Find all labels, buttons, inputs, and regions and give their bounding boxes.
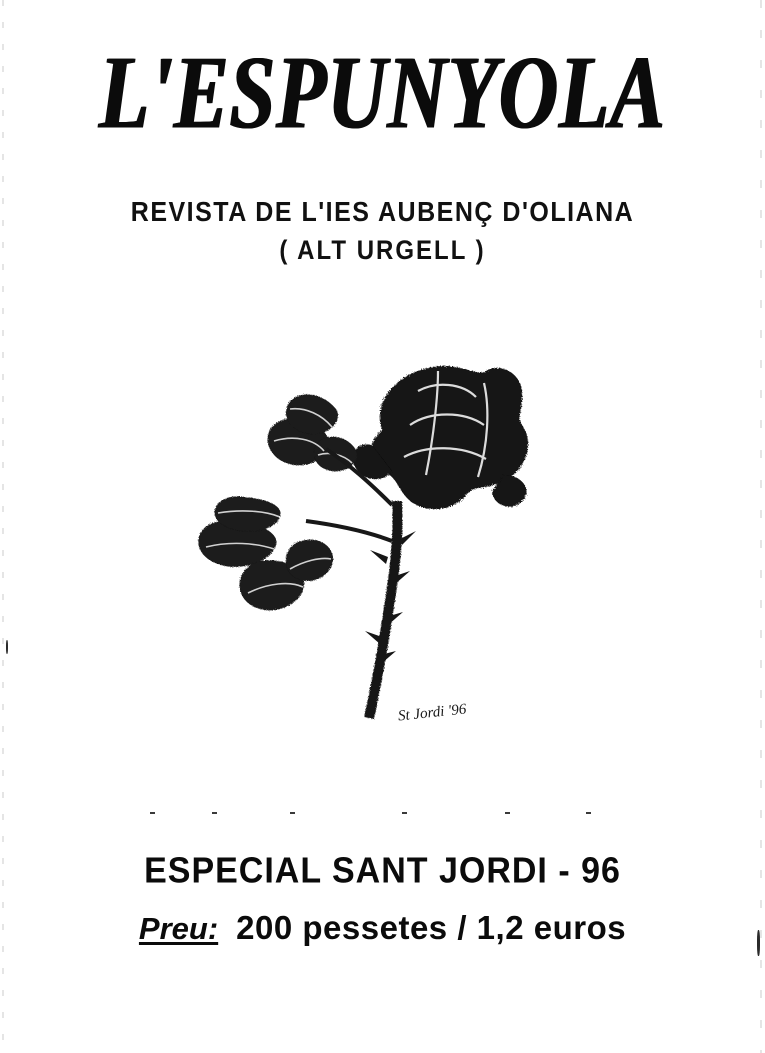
masthead-subtitle bbox=[0, 198, 765, 265]
price-value: 200 pessetes / 1,2 euros bbox=[236, 909, 627, 946]
price-label: Preu: bbox=[138, 911, 219, 946]
scan-speck bbox=[6, 640, 8, 654]
scan-dot-row bbox=[150, 812, 620, 816]
artist-signature: St Jordi '96 bbox=[397, 701, 468, 725]
price-row bbox=[0, 909, 765, 947]
masthead bbox=[0, 34, 765, 151]
special-issue-title: ESPECIAL SANT JORDI - 96 bbox=[144, 851, 621, 891]
subtitle-line-secondary: ( ALT URGELL ) bbox=[279, 235, 486, 266]
rose-illustration bbox=[186, 325, 586, 755]
page-title: L'ESPUNYOLA bbox=[99, 34, 666, 151]
subtitle-line-primary: REVISTA DE L'IES AUBENÇ D'OLIANA bbox=[130, 196, 635, 228]
cover-footer bbox=[0, 852, 765, 947]
